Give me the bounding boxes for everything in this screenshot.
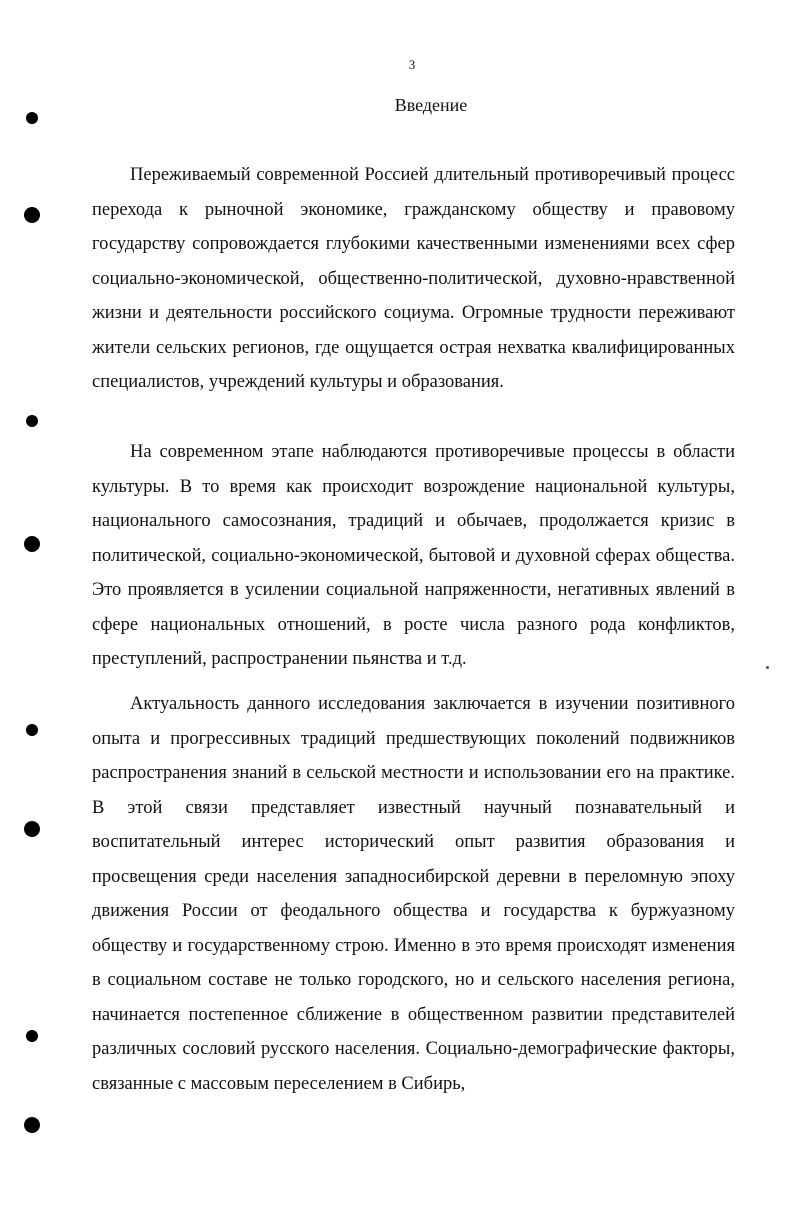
- page-title: Введение: [394, 95, 468, 115]
- paragraph-1-text: Переживаемый современной Россией длительный противоречивый процесс перехода к рыночной экономике, гражданскому обществу и правовому государству сопровождается глубокими качественными изменениями всех сфер социально-экономической, общественно-политической, духовно-нравственной жизни и деятельности российского социума. Огромные трудности переживают жители сельских регионов, где ощущается острая нехватка квалифицированных специалистов, учреждений культуры и образования.: [92, 165, 735, 392]
- punch-hole-icon: [24, 1117, 40, 1133]
- page-number: 3: [408, 57, 416, 72]
- scan-speck: [766, 666, 769, 669]
- punch-hole-icon: [26, 1030, 38, 1042]
- punch-hole-icon: [26, 112, 38, 124]
- punch-hole-icon: [26, 724, 38, 736]
- punch-hole-icon: [24, 207, 40, 223]
- paragraph-3: [92, 687, 735, 1101]
- paragraph-2-text: На современном этапе наблюдаются противоречивые процессы в области культуры. В то время как происходит возрождение национальной культуры, национального самосознания, традиций и обычаев, продолжается кризис в политической, социально-экономической, бытовой и духовной сферах общества. Это проявляется в усилении социальной напряженности, негативных явлений в сфере национальных отношений, в росте числа разного рода конфликтов, преступлений, распространении пьянства и т.д.: [92, 442, 735, 669]
- punch-hole-icon: [24, 536, 40, 552]
- punch-hole-icon: [26, 415, 38, 427]
- punch-hole-icon: [24, 821, 40, 837]
- paragraph-2: [92, 435, 735, 677]
- paragraph-1: [92, 158, 735, 400]
- paragraph-3-text: Актуальность данного исследования заключается в изучении позитивного опыта и прогрессивных традиций предшествующих поколений подвижников распространения знаний в сельской местности и использовании его на практике. В этой связи представляет известный научный познавательный и воспитательный интерес исторический опыт развития образования и просвещения среди населения западносибирской деревни в переломную эпоху движения России от феодального общества и государства к буржуазному обществу и государственному строю. Именно в это время происходят изменения в социальном составе не только городского, но и сельского населения региона, начинается постепенное сближение в общественном развитии представителей различных сословий русского населения. Социально-демографические факторы, связанные с массовым переселением в Сибирь,: [92, 694, 735, 1094]
